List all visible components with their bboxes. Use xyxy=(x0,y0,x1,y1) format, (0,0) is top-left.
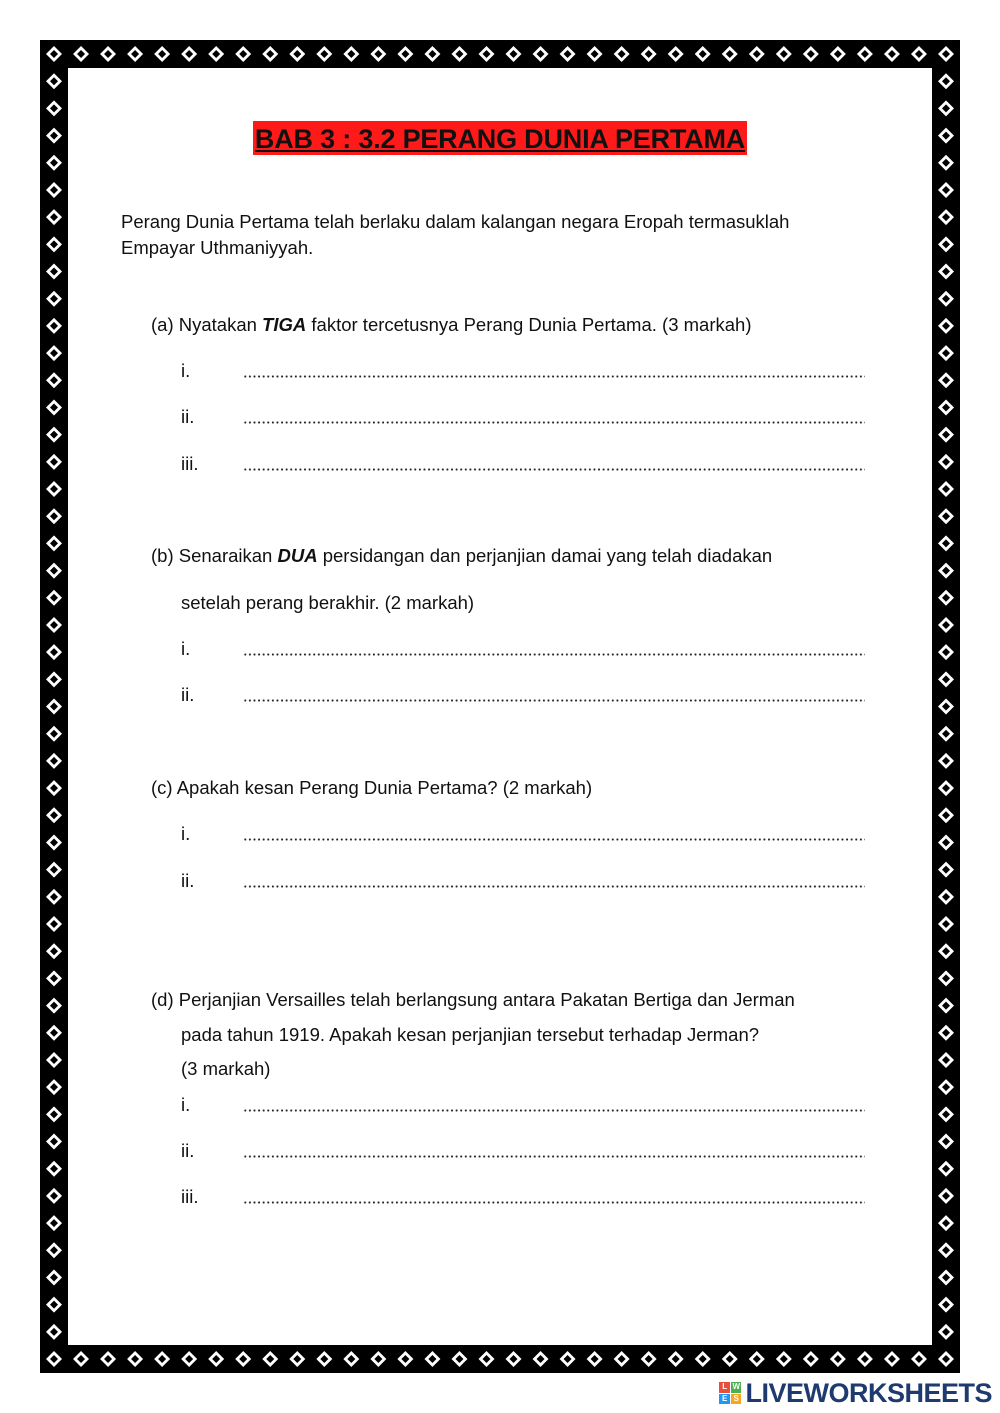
answer-c-2-line[interactable] xyxy=(243,885,865,888)
question-d-line-1: (d) Perjanjian Versailles telah berlangsung antara Pakatan Bertiga dan Jerman xyxy=(151,989,795,1010)
question-d-line-2: pada tahun 1919. Apakah kesan perjanjian tersebut terhadap Jerman? xyxy=(181,1024,760,1045)
answer-d-1-label: i. xyxy=(181,1094,191,1115)
answer-d-3-label: iii. xyxy=(181,1186,199,1207)
answer-d-3-line[interactable] xyxy=(243,1201,865,1204)
question-a-prefix: (a) Nyatakan xyxy=(151,314,263,335)
question-b-prefix: (b) Senaraikan xyxy=(151,545,278,566)
question-d-line-3: (3 markah) xyxy=(181,1058,271,1079)
answer-b-2-line[interactable] xyxy=(243,699,865,702)
answer-d-2-line[interactable] xyxy=(243,1155,865,1158)
answer-b-1-label: i. xyxy=(181,638,191,659)
logo-letter-e: E xyxy=(719,1394,730,1405)
answer-c-1-label: i. xyxy=(181,823,191,844)
answer-a-2-line[interactable] xyxy=(243,421,865,424)
answer-b-1-line[interactable] xyxy=(243,653,865,656)
logo-letter-w: W xyxy=(732,1382,740,1391)
worksheet-title-wrap xyxy=(0,121,1000,155)
question-b xyxy=(151,544,772,568)
answer-a-1-label: i. xyxy=(181,360,191,381)
question-a-emphasis: TIGA xyxy=(262,314,307,335)
brand-name: LIVEWORKSHEETS xyxy=(745,1377,992,1408)
answer-d-1-line[interactable] xyxy=(243,1109,865,1112)
question-a xyxy=(151,313,751,337)
logo-letter-s: S xyxy=(731,1394,742,1405)
question-c: (c) Apakah kesan Perang Dunia Pertama? (2 markah) xyxy=(151,777,593,798)
answer-a-3-line[interactable] xyxy=(243,468,865,471)
liveworksheets-logo-icon xyxy=(719,1382,741,1404)
liveworksheets-brand[interactable] xyxy=(719,1377,992,1409)
question-b-line-2: setelah perang berakhir. (2 markah) xyxy=(181,592,475,613)
answer-a-3-label: iii. xyxy=(181,453,199,474)
question-b-suffix: persidangan dan perjanjian damai yang telah diadakan xyxy=(317,545,773,566)
worksheet-title: BAB 3 : 3.2 PERANG DUNIA PERTAMA xyxy=(253,121,747,155)
answer-c-2-label: ii. xyxy=(181,870,195,891)
answer-a-1-line[interactable] xyxy=(243,375,865,378)
answer-d-2-label: ii. xyxy=(181,1140,195,1161)
intro-line-2: Empayar Uthmaniyyah. xyxy=(121,237,314,258)
logo-letter-l: L xyxy=(719,1382,730,1393)
answer-c-1-line[interactable] xyxy=(243,838,865,841)
question-a-suffix: faktor tercetusnya Perang Dunia Pertama. (3 markah) xyxy=(306,314,752,335)
answer-b-2-label: ii. xyxy=(181,684,195,705)
intro-line-1: Perang Dunia Pertama telah berlaku dalam kalangan negara Eropah termasuklah xyxy=(121,211,790,232)
question-b-emphasis: DUA xyxy=(277,545,318,566)
answer-a-2-label: ii. xyxy=(181,406,195,427)
